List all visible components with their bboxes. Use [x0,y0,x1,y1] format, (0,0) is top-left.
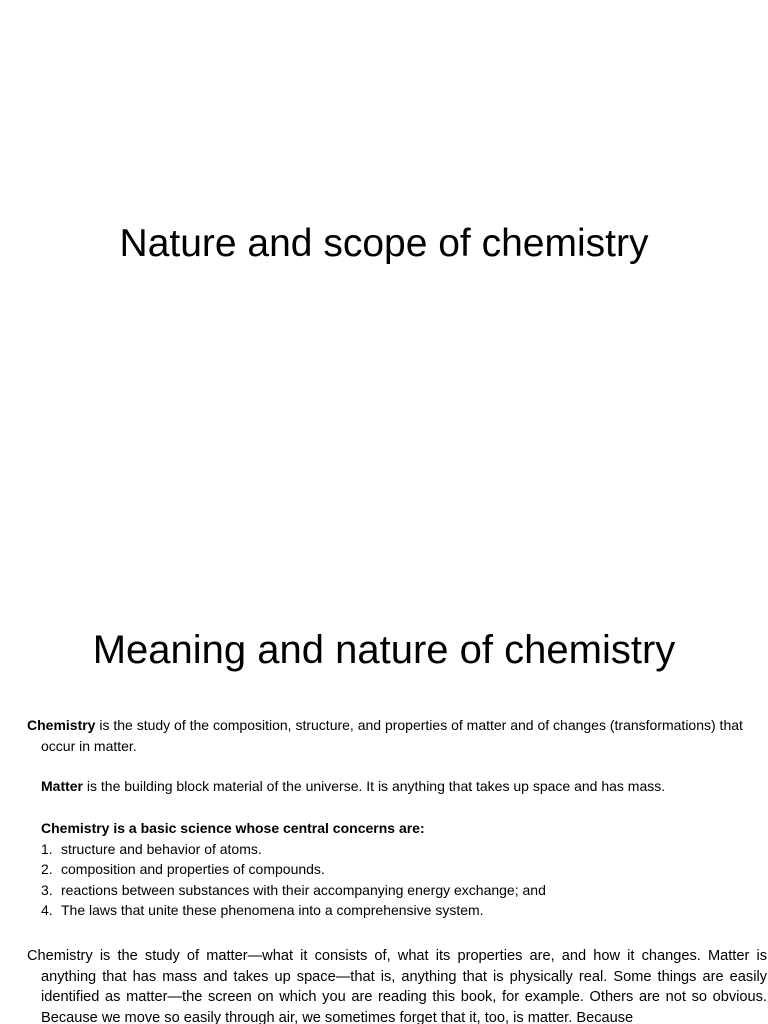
list-item [27,859,751,880]
slide-heading: Meaning and nature of chemistry [92,628,676,672]
list-item [27,880,751,901]
list-item-number: 1. [41,840,53,857]
list-item-text: structure and behavior of atoms. [61,840,262,857]
list-item [27,839,751,860]
central-concerns-block [27,818,751,921]
slide-title: Nature and scope of chemistry [119,222,649,265]
list-item-number: 3. [41,881,53,898]
list-item-text: The laws that unite these phenomena into a comprehensive system. [61,902,484,918]
matter-definition-paragraph [27,776,765,797]
matter-term: Matter [41,778,84,794]
slide-meaning-and-nature [0,576,768,1024]
matter-explanation-paragraph: Chemistry is the study of matter—what it consists of, what its properties are, and how it changes. Matter is anything that has mass and takes up space—that is, anything that is physically real. Some things are easily identified as matter—the screen on which you are reading this book, for example. Others are not so obvious. Because we move so easily through air, we sometimes forget that it, too, is matter. Because [27,948,767,1024]
list-item-text: reactions between substances with their accompanying energy exchange; and [61,881,546,898]
central-concerns-list [27,839,751,921]
chemistry-definition-text: is the study of the composition, structure, and properties of matter and of changes (transformations) that occur in matter. [41,717,743,754]
matter-definition-text: is the building block material of the universe. It is anything that takes up space and has mass. [83,778,666,794]
list-item [27,900,751,921]
list-item-text: composition and properties of compounds. [61,861,325,877]
chemistry-term: Chemistry [27,717,96,733]
list-item-number: 4. [41,902,53,918]
central-concerns-heading: Chemistry is a basic science whose central concerns are: [41,820,425,836]
chemistry-definition-paragraph [27,715,765,756]
list-item-number: 2. [41,861,53,877]
